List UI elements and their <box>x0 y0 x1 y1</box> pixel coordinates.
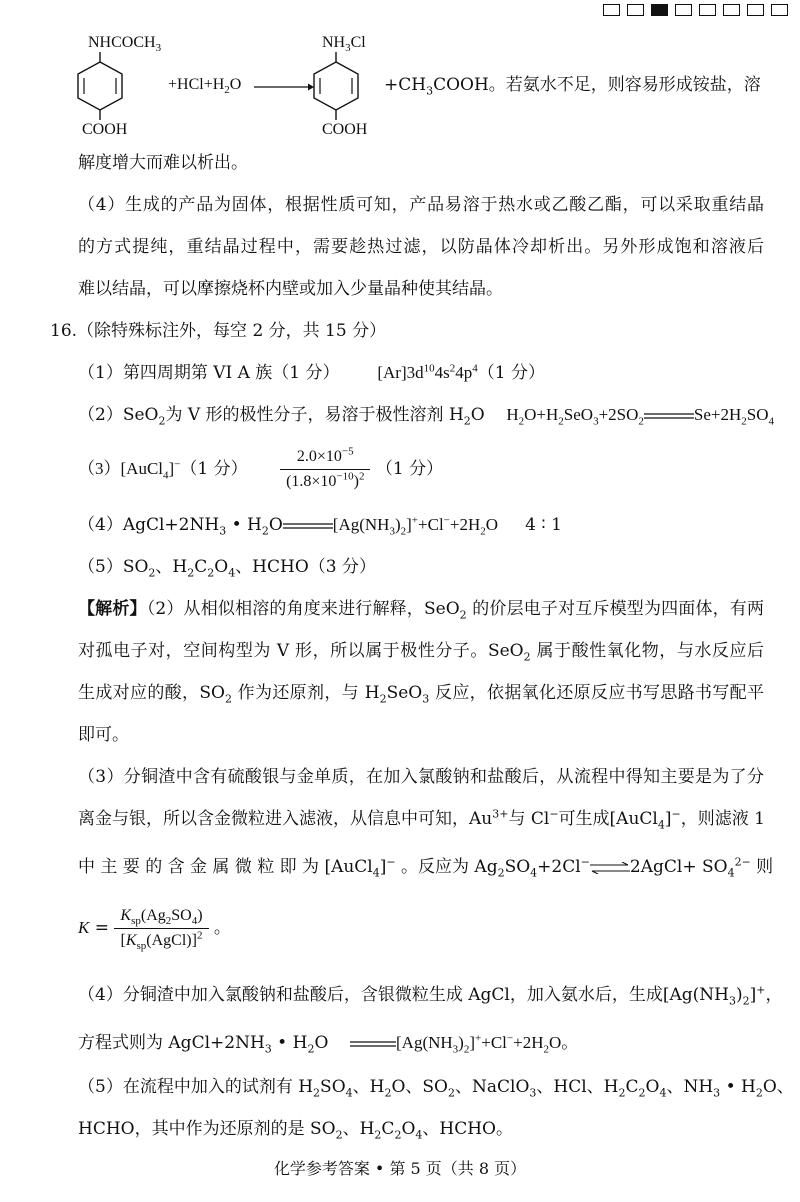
paragraph-line: （4）生成的产品为固体，根据性质可知，产品易溶于热水或乙酸乙酯，可以采取重结晶 <box>78 195 764 215</box>
analysis-p2-line3: 生成对应的酸，$SO_2$ 作为还原剂，与 $H_2SeO_3$ 反应，依据氧化还原反应书写思路书写配平 <box>78 683 765 706</box>
q16-answer-2: （2）SeO$_2$为 V 形的极性分子，易溶于极性溶剂 $H_2O$ $H_2O+H_2SeO_3+2SO_2$ $Se+2H_2SO_4$ <box>78 405 775 428</box>
analysis-k-expression: K = $\frac{K_{sp}(Ag_2SO_4)}{[K_{sp}(AgCl)]^2}$ 。 <box>78 907 231 953</box>
analysis-p5-line1: （5）在流程中加入的试剂有 $H_2SO_4$、$H_2O$、$SO_2$、NaClO$_3$、HCl、$H_2C_2O_4$、$NH_3$ • $H_2O$、 <box>78 1077 794 1100</box>
reaction-arrow <box>254 82 314 92</box>
analysis-p2-line2: 对孤电子对，空间构型为 V 形，所以属于极性分子。SeO$_2$ 属于酸性氧化物，与水反应后 <box>78 641 764 664</box>
reactant-group: $NHCOCH_3$ <box>88 34 162 55</box>
page-footer: 化学参考答案 • 第 5 页（共 8 页） <box>273 1159 527 1178</box>
analysis-p4-line2: 方程式则为 $AgCl+2NH_3$ • $H_2O$ $[Ag(NH_3)_2]^++Cl^-+2H_2O$。 <box>78 1032 579 1056</box>
analysis-p2-line4: 即可。 <box>78 725 129 745</box>
reactant-carboxyl: COOH <box>82 121 128 138</box>
q16-answer-1: （1）第四周期第 VI A 族（1 分） $[Ar]3d^{10}4s^24p^4(1$ 分） <box>78 362 545 383</box>
byproduct-text: $+CH_3COOH$。若氨水不足，则容易形成铵盐，溶 <box>384 75 761 98</box>
product-group: $NH_3Cl$ <box>322 34 366 55</box>
analysis-p3-line3: 中 主 要 的 含 金 属 微 粒 即 为 [AuCl$_4$]− 。反应为 $Ag_2SO_4+2Cl^-$ 2AgCl+ $SO_4^{2-}$ 则 <box>78 855 774 880</box>
page-box <box>699 4 716 16</box>
page-box <box>627 4 644 16</box>
reagents: $+HCl+H_2O$ <box>168 76 242 97</box>
paragraph-line: 解度增大而难以析出。 <box>78 153 248 173</box>
q16-answer-3: （3）[AuCl$_4$]−（1 分） $\frac{2.0\times 10^{-5}}{(1.8\times 10^{-10})^2}$ （1 分） <box>78 445 444 490</box>
analysis-p3-line2: 离金与银，所以含金微粒进入滤液，从信息中可知，$Au^{3+}$与 Cl−可生成[AuCl$_4$]−，则滤液 1 <box>78 807 765 832</box>
q16-header: 16.（除特殊标注外，每空 2 分，共 15 分） <box>50 321 387 341</box>
page-box <box>723 4 740 16</box>
q16-answer-5: $(5)SO_2$、$H_2C_2O_4$、HCHO（3 分） <box>78 557 377 580</box>
analysis-p5-line2: HCHO，其中作为还原剂的是 $SO_2$、$H_2C_2O_4$、HCHO。 <box>78 1119 513 1142</box>
analysis-p3-line1: （3）分铜渣中含有硫酸银与金单质，在加入氯酸钠和盐酸后，从流程中得知主要是为了分 <box>78 767 764 787</box>
product-carboxyl: COOH <box>322 121 368 138</box>
analysis-p2-line1: 【解析】（2）从相似相溶的角度来进行解释，SeO$_2$ 的价层电子对互斥模型为四面体，有两 <box>78 599 765 622</box>
page-box <box>771 4 788 16</box>
page-box-current <box>651 4 668 16</box>
paragraph-line: 难以结晶，可以摩擦烧杯内壁或加入少量晶种使其结晶。 <box>78 279 503 299</box>
analysis-p4-line1: （4）分铜渣中加入氯酸钠和盐酸后，含银微粒生成 AgCl，加入氨水后，生成$[Ag(NH_3)_2]^+$， <box>78 983 783 1008</box>
benzene-ring-reactant <box>76 52 136 120</box>
paragraph-line: 的方式提纯，重结晶过程中，需要趁热过滤，以防晶体冷却析出。另外形成饱和溶液后 <box>78 237 764 257</box>
ksp-fraction: $\frac{2.0\times 10^{-5}}{(1.8\times 10^{-10})^2}$ <box>280 447 370 492</box>
benzene-ring-product <box>312 52 372 120</box>
page-box <box>747 4 764 16</box>
q16-answer-4: $(4)AgCl+2NH_3$ • $H_2O$ $[Ag(NH_3)_2]^++Cl^-+2H_2O$ 4 ∶ 1 <box>78 514 562 538</box>
page-box <box>603 4 620 16</box>
page-indicator <box>603 4 788 16</box>
page-box <box>675 4 692 16</box>
